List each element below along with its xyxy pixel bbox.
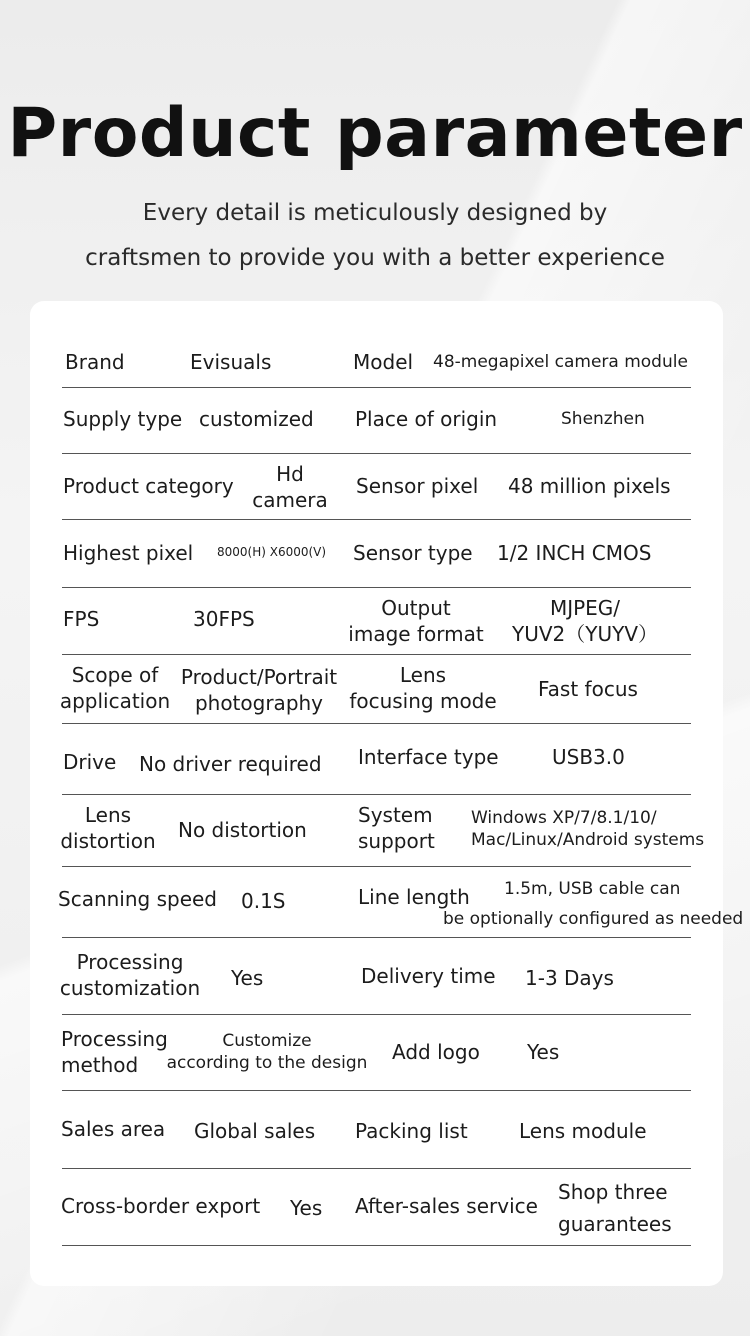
param-label [54,659,176,717]
param-label: Delivery time [361,964,496,988]
param-label: After-sales service [355,1194,538,1218]
page-title: Product parameter [7,94,743,173]
param-value: No driver required [139,752,322,776]
param-value: be optionally configured as needed [443,908,744,929]
row-divider [62,654,691,655]
param-value: Yes [527,1040,560,1064]
param-label [358,799,435,857]
param-value-line: guarantees [558,1212,672,1236]
param-value-line: photography [194,691,324,715]
param-label: Place of origin [355,407,498,431]
param-value-line: Windows XP/7/8.1/10/ [471,807,657,828]
param-label: Add logo [392,1040,480,1064]
param-label: Packing list [355,1119,468,1143]
param-label-line: method [61,1053,139,1077]
subtitle-line-1: Every detail is meticulously designed by [142,200,608,226]
param-value [176,661,342,719]
param-label: Sensor pixel [356,474,479,498]
param-value: 48-megapixel camera module [433,351,688,372]
param-label [56,799,160,857]
row-divider [62,387,691,388]
row-divider [62,866,691,867]
param-value-line: according to the design [166,1053,368,1073]
param-value [558,1176,672,1240]
param-value: Lens module [519,1119,647,1143]
param-value [471,800,704,858]
param-label [343,659,503,717]
row-divider [62,723,691,724]
row-divider [62,1245,691,1246]
row-divider [62,794,691,795]
param-label: FPS [63,607,100,631]
param-value: Yes [231,966,264,990]
row-divider [62,519,691,520]
param-label-line: image format [348,622,484,646]
param-value: 8000(H) X6000(V) [217,545,327,560]
param-value [505,592,665,650]
param-value: Fast focus [538,677,638,701]
param-value-line: Mac/Linux/Android systems [471,830,705,850]
param-value-line: YUV2（YUYV） [511,622,658,646]
param-label [61,1023,168,1081]
param-value-line: Customize [222,1030,312,1051]
param-value: 1-3 Days [525,966,614,990]
param-label [56,946,204,1004]
param-value: Yes [290,1196,323,1220]
row-divider [62,453,691,454]
param-label-line: Scope of [71,663,159,687]
param-label: Sensor type [353,541,473,565]
param-label: Cross-border export [61,1194,261,1218]
param-label: Line length [358,885,470,909]
row-divider [62,1168,691,1169]
param-label-line: Processing [76,950,184,974]
row-divider [62,587,691,588]
param-value: 0.1S [241,889,286,913]
param-value-line: Hd [276,462,304,486]
param-value: customized [199,407,314,431]
param-value: Shenzhen [561,408,645,429]
param-label: Highest pixel [63,541,194,565]
param-label: Model [353,350,414,374]
param-label: Brand [65,350,125,374]
param-label-line: support [358,829,435,853]
param-label [343,592,489,650]
param-value: 1.5m, USB cable can [504,878,681,899]
param-label-line: application [59,689,171,713]
param-label-line: Processing [61,1027,168,1051]
param-value-line: MJPEG/ [549,596,621,620]
param-value: USB3.0 [552,745,625,769]
param-label: Scanning speed [58,887,218,911]
param-value: No distortion [178,818,307,842]
param-value: 1/2 INCH CMOS [497,541,652,565]
param-label-line: System [358,803,433,827]
param-value: Evisuals [190,350,272,374]
param-label: Drive [63,750,117,774]
param-label: Supply type [63,407,183,431]
param-label-line: customization [59,976,201,1000]
param-label-line: Lens [399,663,447,687]
param-value-line: Product/Portrait [180,665,338,689]
row-divider [62,1090,691,1091]
row-divider [62,937,691,938]
row-divider [62,1014,691,1015]
param-value-line: camera [252,488,328,512]
param-value: 48 million pixels [508,474,671,498]
param-label-line: Output [381,596,451,620]
param-value [160,1023,374,1081]
param-value: 30FPS [193,607,255,631]
param-label-line: focusing mode [349,689,497,713]
param-value [250,458,330,516]
subtitle-line-2: craftsmen to provide you with a better experience [85,245,665,271]
param-label: Sales area [61,1117,166,1141]
param-label-line: distortion [60,829,156,853]
param-value-line: Shop three [558,1180,668,1204]
param-value: Global sales [194,1119,316,1143]
param-label: Product category [63,474,234,498]
param-label: Interface type [358,745,499,769]
param-label-line: Lens [84,803,132,827]
